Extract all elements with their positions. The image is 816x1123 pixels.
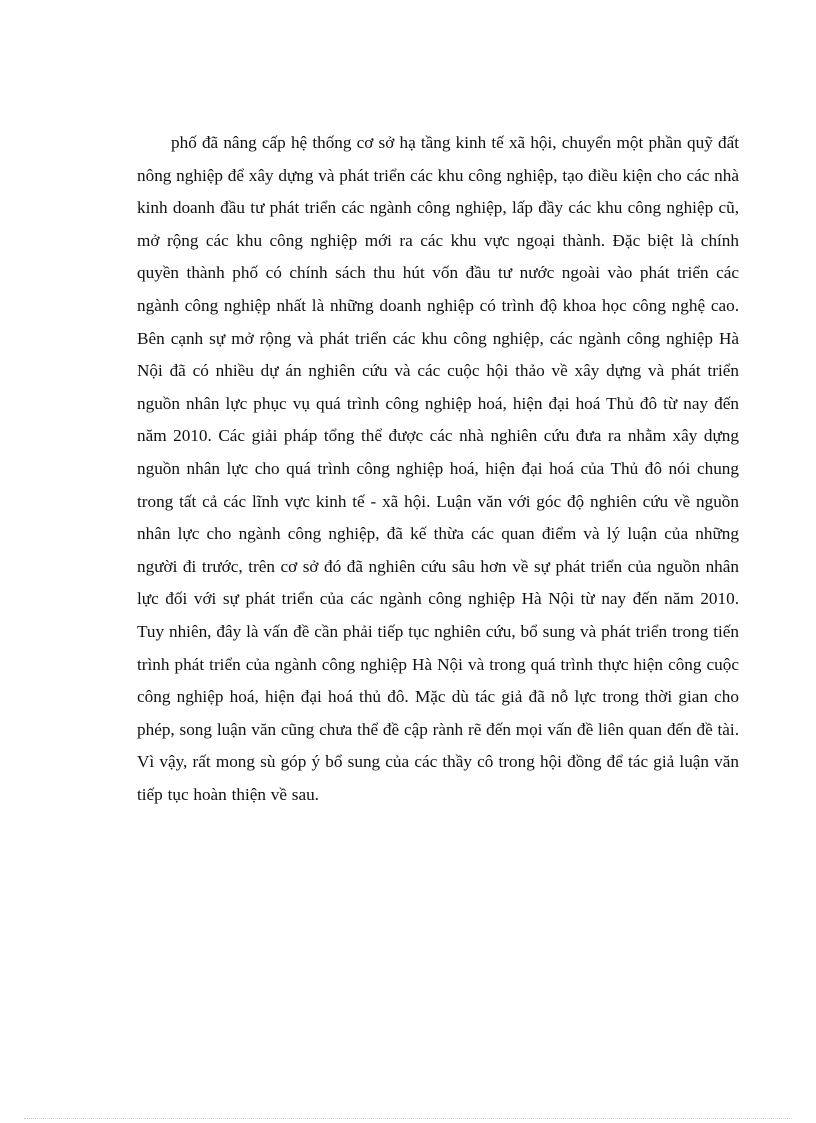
page-bottom-divider xyxy=(24,1118,792,1119)
body-paragraph: phố đã nâng cấp hệ thống cơ sở hạ tầng kinh tế xã hội, chuyển một phần quỹ đất nông nghiệp để xây dựng và phát triển các khu công nghiệp, tạo điều kiện cho các nhà kinh doanh đầu tư phát triển các ngành công nghiệp, lấp đầy các khu công nghiệp cũ, mở rộng các khu công nghiệp mới ra các khu vực ngoại thành. Đặc biệt là chính quyền thành phố có chính sách thu hút vốn đầu tư nước ngoài vào phát triển các ngành công nghiệp nhất là những doanh nghiệp có trình độ khoa học công nghệ cao. Bên cạnh sự mở rộng và phát triển các khu công nghiệp, các ngành công nghiệp Hà Nội đã có nhiều dự án nghiên cứu và các cuộc hội thảo về xây dựng và phát triển nguồn nhân lực phục vụ quá trình công nghiệp hoá, hiện đại hoá Thủ đô từ nay đến năm 2010. Các giải pháp tổng thể được các nhà nghiên cứu đưa ra nhằm xây dựng nguồn nhân lực cho quá trình công nghiệp hoá, hiện đại hoá của Thủ đô nói chung trong tất cả các lĩnh vực kinh tế - xã hội. Luận văn với góc độ nghiên cứu về nguồn nhân lực cho ngành công nghiệp, đã kế thừa các quan điểm và lý luận của những người đi trước, trên cơ sở đó đã nghiên cứu sâu hơn về sự phát triển của nguồn nhân lực đối với sự phát triển của các ngành công nghiệp Hà Nội từ nay đến năm 2010. Tuy nhiên, đây là vấn đề cần phải tiếp tục nghiên cứu, bổ sung và phát triển trong tiến trình phát triển của ngành công nghiệp Hà Nội và trong quá trình thực hiện công cuộc công nghiệp hoá, hiện đại hoá thủ đô. Mặc dù tác giả đã nỗ lực trong thời gian cho phép, song luận văn cũng chưa thể đề cập rành rẽ đến mọi vấn đề liên quan đến đề tài. Vì vậy, rất mong sù góp ý bổ sung của các thầy cô trong hội đồng để tác giả luận văn tiếp tục hoàn thiện về sau. xyxy=(137,133,739,804)
